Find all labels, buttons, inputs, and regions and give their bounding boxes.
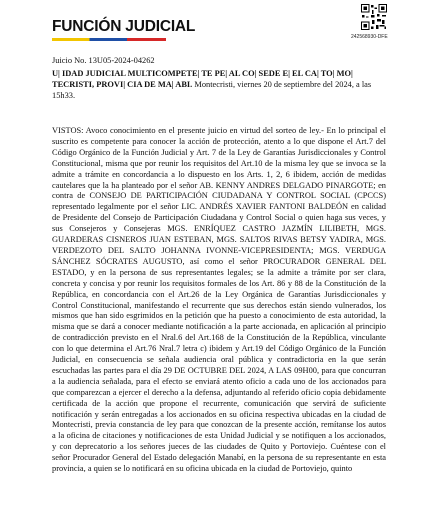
court-date: Montecristi, viernes 20 de septiembre del 2024, a las 15h33. bbox=[52, 80, 372, 100]
qr-code-icon bbox=[361, 4, 387, 30]
resolution-body: VISTOS: Avoco conocimiento en el presente juicio en virtud del sorteo de ley.- En lo principal el suscrito es competente para conocer la acción de protección, atento a lo que dispone el Art.7 del Código Orgánico de la Función Judicial y Art. 7 de la Ley de Garantías Jurisdiccionales y Control Constitucional, misma que por reunir los requisitos del Art.10 de la misma ley que se invoca se la admite a trámite en concordancia a lo dispuesto en los Arts. 1, 2, 6 ibidem, acción de medidas cautelares que la ha planteado por el señor AB. KENNY ANDRES DELGADO PINARGOTE; en contra de CONSEJO DE PARTICIPACIÓN CIUDADANA Y CONTROL SOCIAL (CPCCS) representado legalmente por el señor LIC. ANDRÉS XAVIER FANTONI BALDEÓN en calidad de Presidente del Consejo de Participación Ciudadana y Control Social o quien haga sus veces, y sus Consejeros y Consejeras MGS. ENRÍQUEZ CASTRO JAZMÍN LILIBETH, MGS. GUARDERAS CISNEROS JUAN ESTEBAN, MGS. SALTOS RIVAS BETSY YADIRA, MGS. VERDEZOTO DEL SALTO JOHANNA IVONNE-VICEPRESIDENTA; MGS. VERDUGA SÁNCHEZ SÓCRATES AUGUSTO, así como el señor PROCURADOR GENERAL DEL ESTADO, y en la persona de sus representantes legales; se la admite a trámite por ser clara, concreta y concisa y por reunir los requisitos formales de los Art. 86 y 88 de la Constitución de la República, en concordancia con el Art.26 de la Ley Orgánica de Garantías Jurisdiccionales y Control Constitucional, manifestando el recurrente que sus derechos están siendo vulnerados, los mismos que han sido esgrimidos en la petición que ha puesto a conocimiento de esta autoridad, la misma que se dará a conocer mediante notificación a la parte accionada, en aplicación al principio de contradicción previsto en el Nral.6 del Art.168 de la Constitución de la República, vinculante con lo que determina el Art.76 Nral.7 letra c) ibidem y Art.19 del Código Orgánico de la Función Judicial, en consecuencia se señala audiencia oral pública y contradictoria en la que serán escuchadas las partes para el día 29 DE OCTUBRE DEL 2024, A LAS 09H00, para que concurran a la audiencia señalada, para el efecto se enviará atento oficio a cada uno de los accionados para que comparezcan a ejercer el derecho a la defensa, adjuntando al referido oficio copia debidamente certificada de la acción que propone el recurrente, comunicación que servirá de suficiente notificación y serán entregadas a los accionados en su oficina respectiva ubicadas en la ciudad de Montecristi, previa constancia de ley para que conozcan de la presente acción, remítanse los autos a la oficina de citaciones y notificaciones de esta Unidad Judicial y se notifiquen a los accionados, y con deprecatorio a los señores jueces de las ciudades de Quito y Portoviejo. Cuéntese con el señor Procurador General del Estado delegación Manabí, en la persona de su representante en esta provincia, a quien se lo notificará en su oficina ubicada en la ciudad de Portoviejo, quinto bbox=[52, 126, 386, 474]
logo-text: FUNCIÓN JUDICIAL bbox=[52, 18, 196, 35]
case-number: Juicio No. 13U05-2024-04262 bbox=[52, 56, 155, 65]
court-header bbox=[52, 68, 382, 101]
qr-code-id: 242568930-DFE bbox=[351, 34, 388, 40]
logo-color-bar bbox=[52, 38, 166, 41]
court-name: U| IDAD JUDICIAL MULTICOMPETE| TE PE| AL CO| SEDE E| EL CA| TO| MO| TECRISTI, PROVI| CIA DE MA| ABI. bbox=[52, 69, 353, 89]
